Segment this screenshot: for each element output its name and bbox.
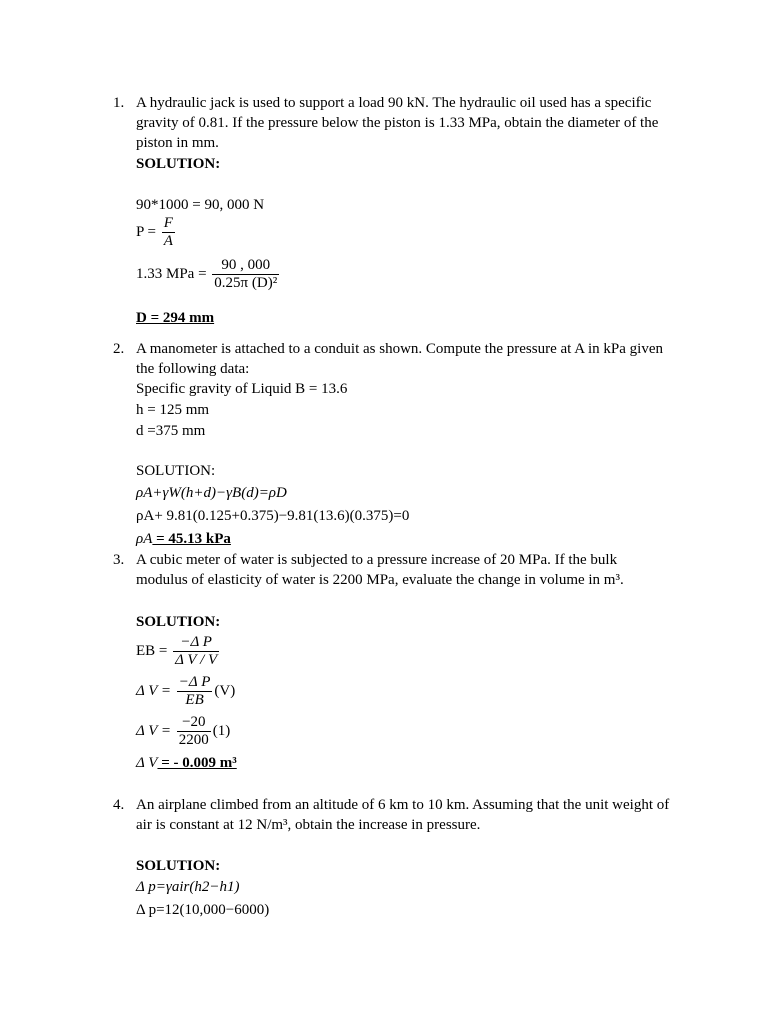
problem-2-text-line-2: the following data: xyxy=(136,361,250,377)
eq-lhs: Δ V = xyxy=(136,683,175,699)
answer-symbol: Δ V xyxy=(136,755,158,771)
problem-4-solution-label: SOLUTION: xyxy=(136,858,221,874)
fraction xyxy=(173,634,219,669)
problem-4-text-line-2: air is constant at 12 N/m³, obtain the increase in pressure. xyxy=(136,817,481,833)
problem-3-answer xyxy=(136,753,237,773)
answer-value: = 45.13 kPa xyxy=(152,531,231,547)
eq-lhs: Δ V = xyxy=(136,723,175,739)
problem-1-eq1: 90*1000 = 90, 000 N xyxy=(136,197,265,213)
problem-3-eq2 xyxy=(136,672,235,710)
problem-2-answer xyxy=(136,529,231,549)
fraction xyxy=(162,215,175,250)
problem-2-number: 2. xyxy=(113,341,125,357)
problem-1-text-line-1: A hydraulic jack is used to support a load 90 kN. The hydraulic oil used has a specific xyxy=(136,95,652,111)
problem-4-eq2: Δ p=12(10,000−6000) xyxy=(136,902,270,918)
fraction xyxy=(212,257,279,292)
problem-1-eq2 xyxy=(136,215,177,250)
problem-2-given-h: h = 125 mm xyxy=(136,402,210,418)
eq-lhs: P = xyxy=(136,224,160,240)
eq-tail: (1) xyxy=(212,723,231,739)
eq-lhs: 1.33 MPa = xyxy=(136,266,211,282)
problem-1-number: 1. xyxy=(113,95,125,111)
problem-3-number: 3. xyxy=(113,552,125,568)
problem-1-eq3 xyxy=(136,255,281,293)
numerator: −Δ P xyxy=(178,674,211,691)
problem-1-text-line-2: gravity of 0.81. If the pressure below the piston is 1.33 MPa, obtain the diameter of the xyxy=(136,115,659,131)
numerator: 90 , 000 xyxy=(212,257,279,275)
problem-1-solution-label: SOLUTION: xyxy=(136,156,221,172)
problem-3-solution-label: SOLUTION: xyxy=(136,614,221,630)
fraction xyxy=(177,714,211,749)
problem-2-eq1: ρA+γW(h+d)−γB(d)=ρD xyxy=(136,485,287,501)
problem-4-text-line-1: An airplane climbed from an altitude of 6 km to 10 km. Assuming that the unit weight of xyxy=(136,797,670,813)
problem-2-text-line-1: A manometer is attached to a conduit as shown. Compute the pressure at A in kPa given xyxy=(136,341,663,357)
denominator: EB xyxy=(185,692,204,709)
problem-3-text-line-1: A cubic meter of water is subjected to a pressure increase of 20 MPa. If the bulk xyxy=(136,552,618,568)
problem-1-answer: D = 294 mm xyxy=(136,310,215,326)
answer-symbol: ρA xyxy=(136,531,153,547)
answer-value: = - 0.009 m³ xyxy=(157,755,237,771)
problem-2-text-line-3: Specific gravity of Liquid B = 13.6 xyxy=(136,381,348,397)
problem-3-eq1 xyxy=(136,632,221,670)
problem-4-eq1: Δ p=γair(h2−h1) xyxy=(136,879,240,895)
problem-2-solution-label: SOLUTION: xyxy=(136,463,216,479)
problem-1-text-line-3: piston in mm. xyxy=(136,135,219,151)
problem-4-number: 4. xyxy=(113,797,125,813)
problem-2-given-d: d =375 mm xyxy=(136,423,206,439)
denominator: Δ V / V xyxy=(175,652,218,669)
problem-2-eq2: ρA+ 9.81(0.125+0.375)−9.81(13.6)(0.375)=0 xyxy=(136,508,410,524)
numerator: −20 xyxy=(177,714,211,732)
problem-3-eq3 xyxy=(136,712,230,750)
numerator: −Δ P xyxy=(173,634,219,652)
eq-tail: (V) xyxy=(214,683,236,699)
fraction xyxy=(177,674,213,709)
denominator: A xyxy=(163,233,173,250)
denominator: 2200 xyxy=(178,732,209,749)
problem-3-text-line-2: modulus of elasticity of water is 2200 MPa, evaluate the change in volume in m³. xyxy=(136,572,624,588)
eq-lhs: EB = xyxy=(136,643,172,659)
denominator: 0.25π (D)² xyxy=(214,275,278,292)
numerator: F xyxy=(163,215,173,232)
